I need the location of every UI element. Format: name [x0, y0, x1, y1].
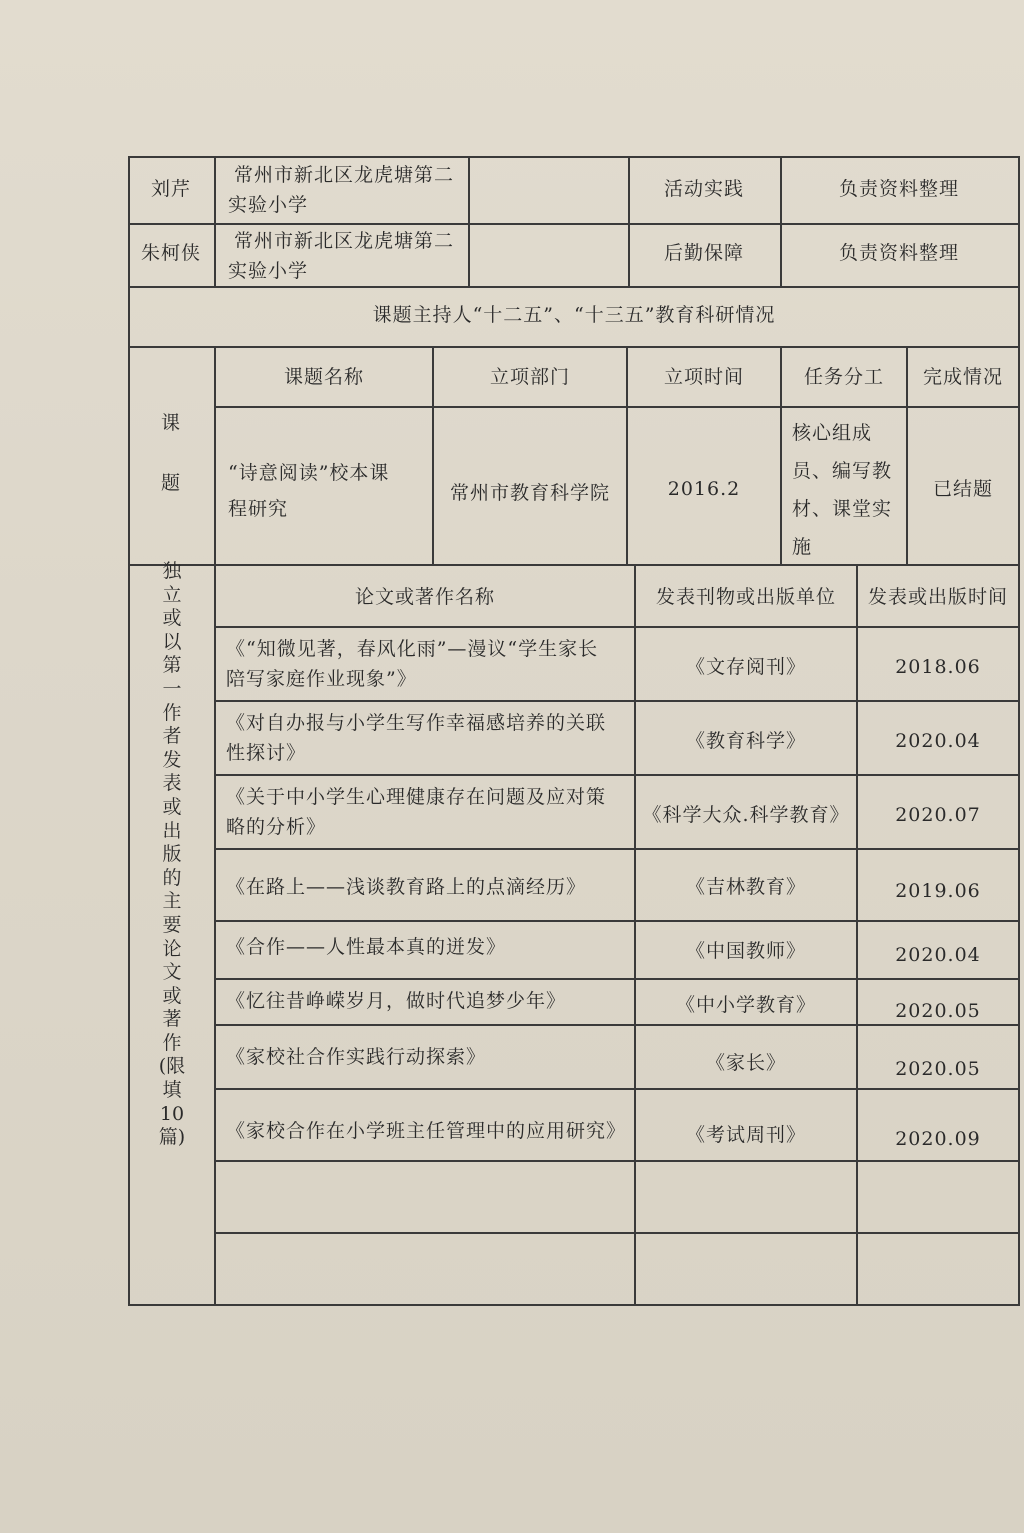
member-role: 活动实践: [663, 178, 744, 200]
paper-journal: 《中小学教育》: [675, 994, 816, 1016]
paper-title-line2: 陪写家庭作业现象”》: [226, 668, 417, 690]
table-rule: [216, 920, 1020, 922]
table-rule: [128, 223, 1020, 225]
paper-journal: 《家长》: [705, 1052, 786, 1074]
table-rule: [216, 848, 1020, 850]
table-rule: [216, 1232, 1020, 1234]
member-unit-line1: 常州市新北区龙虎塘第二: [234, 230, 455, 252]
member-name: 朱柯侠: [140, 242, 201, 264]
table-rule: [214, 156, 216, 286]
table-rule: [216, 626, 1020, 628]
papers-side-label: 独立或以第一作者发表或出版的主要论文或著作(限填10篇): [158, 560, 186, 1149]
papers-header-title: 论文或著作名称: [354, 586, 495, 608]
topic-header-task: 任务分工: [803, 366, 884, 388]
topic-side-label-2: 题: [160, 472, 181, 494]
table-rule: [128, 1304, 1020, 1306]
table-rule: [214, 346, 216, 1304]
paper-date: 2020.05: [895, 1058, 981, 1080]
table-rule: [216, 1160, 1020, 1162]
table-rule: [216, 774, 1020, 776]
paper-date: 2020.05: [895, 1000, 981, 1022]
topic-name-line1: “诗意阅读”校本课: [228, 462, 390, 484]
member-unit-line1: 常州市新北区龙虎塘第二: [234, 164, 455, 186]
paper-title-line1: 《“知微见著，春风化雨”—漫议“学生家长: [226, 638, 599, 660]
paper-date: 2020.07: [895, 804, 981, 826]
topic-side-label-1: 课: [160, 412, 181, 434]
paper-journal: 《考试周刊》: [685, 1124, 806, 1146]
paper-date: 2020.04: [895, 944, 981, 966]
paper-journal: 《教育科学》: [685, 730, 806, 752]
paper-date: 2019.06: [895, 880, 981, 902]
table-rule: [216, 406, 1020, 408]
table-rule: [128, 564, 1020, 566]
form-table: [128, 156, 1020, 1306]
topic-task-line1: 核心组成: [792, 422, 873, 444]
paper-journal: 《科学大众.科学教育》: [642, 804, 850, 826]
table-rule: [128, 346, 1020, 348]
member-role: 后勤保障: [663, 242, 744, 264]
paper-date: 2018.06: [895, 656, 981, 678]
paper-title-line1: 《合作——人性最本真的迸发》: [226, 936, 507, 958]
topic-header-name: 课题名称: [283, 366, 364, 388]
member-task: 负责资料整理: [838, 242, 959, 264]
paper-title-line1: 《在路上——浅谈教育路上的点滴经历》: [226, 876, 587, 898]
paper-journal: 《中国教师》: [685, 940, 806, 962]
topic-header-date: 立项时间: [663, 366, 744, 388]
member-task: 负责资料整理: [838, 178, 959, 200]
table-rule: [468, 156, 470, 286]
topic-dept: 常州市教育科学院: [449, 482, 610, 504]
member-unit-line2: 实验小学: [228, 260, 309, 282]
papers-header-date: 发表或出版时间: [867, 586, 1008, 608]
table-rule: [128, 156, 1020, 158]
paper-title-line1: 《关于中小学生心理健康存在问题及应对策: [226, 786, 607, 808]
paper-title-line1: 《家校社合作实践行动探索》: [226, 1046, 487, 1068]
paper-journal: 《文存阅刊》: [685, 656, 806, 678]
section-title: 课题主持人“十二五”、“十三五”教育科研情况: [372, 304, 776, 326]
table-rule: [216, 1088, 1020, 1090]
topic-task-line4: 施: [792, 536, 813, 558]
paper-title-line2: 略的分析》: [226, 816, 327, 838]
paper-date: 2020.09: [895, 1128, 981, 1150]
table-rule: [128, 286, 1020, 288]
paper-title-line1: 《家校合作在小学班主任管理中的应用研究》: [226, 1120, 627, 1142]
paper-title-line1: 《忆往昔峥嵘岁月，做时代追梦少年》: [226, 990, 567, 1012]
table-rule: [216, 978, 1020, 980]
topic-task-line3: 材、课堂实: [792, 498, 893, 520]
papers-header-journal: 发表刊物或出版单位: [655, 586, 836, 608]
member-unit-line2: 实验小学: [228, 194, 309, 216]
paper-title-line1: 《对自办报与小学生写作幸福感培养的关联: [226, 712, 607, 734]
paper-journal: 《吉林教育》: [685, 876, 806, 898]
topic-status: 已结题: [932, 478, 993, 500]
topic-header-dept: 立项部门: [489, 366, 570, 388]
topic-header-status: 完成情况: [922, 366, 1003, 388]
topic-date: 2016.2: [667, 478, 741, 500]
member-name: 刘芹: [150, 178, 191, 200]
paper-date: 2020.04: [895, 730, 981, 752]
topic-name-line2: 程研究: [228, 498, 289, 520]
paper-title-line2: 性探讨》: [226, 742, 307, 764]
table-rule: [216, 700, 1020, 702]
topic-task-line2: 员、编写教: [792, 460, 893, 482]
